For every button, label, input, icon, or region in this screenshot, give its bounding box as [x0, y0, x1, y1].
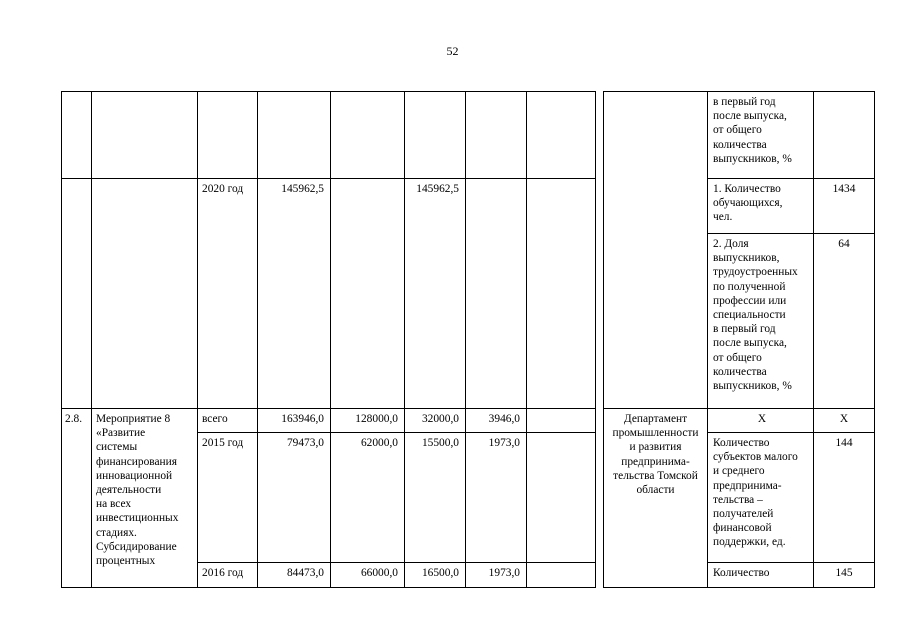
cell-value: 1434	[814, 179, 875, 234]
cell-value: 144	[814, 433, 875, 563]
table-row	[62, 179, 875, 234]
cell-col6: 32000,0	[405, 409, 466, 433]
cell-indicator: 2. Доля выпускников, трудоустроенных по полученной профессии или специальности в первый год после выпуска, от общего количества выпускников, %	[708, 234, 814, 409]
cell-total: 163946,0	[258, 409, 331, 433]
cell-gap	[596, 179, 604, 409]
cell-col8	[527, 433, 596, 563]
cell-col5: 66000,0	[331, 563, 405, 588]
cell-number	[62, 179, 92, 409]
table-row	[62, 92, 875, 179]
cell-col5	[331, 92, 405, 179]
cell-col8	[527, 409, 596, 433]
cell-measure	[92, 92, 198, 179]
cell-indicator: Количество субъектов малого и среднего предпринима- тельства – получателей финансовой поддержки, ед.	[708, 433, 814, 563]
cell-col5	[331, 179, 405, 409]
cell-indicator: 1. Количество обучающихся, чел.	[708, 179, 814, 234]
cell-period: 2020 год	[198, 179, 258, 409]
cell-col5: 62000,0	[331, 433, 405, 563]
cell-col7: 1973,0	[466, 563, 527, 588]
cell-col8	[527, 563, 596, 588]
page-number: 52	[446, 44, 459, 58]
cell-col8	[527, 179, 596, 409]
cell-period: 2016 год	[198, 563, 258, 588]
table-row	[62, 409, 875, 433]
cell-col6: 145962,5	[405, 179, 466, 409]
cell-indicator: в первый год после выпуска, от общего количества выпускников, %	[708, 92, 814, 179]
cell-col7	[466, 92, 527, 179]
cell-value: Х	[814, 409, 875, 433]
cell-executor: Департамент промышленности и развития предпринима- тельства Томской области	[604, 409, 708, 588]
cell-col6: 15500,0	[405, 433, 466, 563]
cell-total: 79473,0	[258, 433, 331, 563]
cell-total	[258, 92, 331, 179]
cell-col8	[527, 92, 596, 179]
cell-col7	[466, 179, 527, 409]
cell-indicator: Количество	[708, 563, 814, 588]
cell-col7: 1973,0	[466, 433, 527, 563]
cell-value: 64	[814, 234, 875, 409]
cell-value: 145	[814, 563, 875, 588]
cell-gap	[596, 92, 604, 179]
cell-number	[62, 92, 92, 179]
cell-col6	[405, 92, 466, 179]
cell-measure: Мероприятие 8 «Развитие системы финансирования инновационной деятельности на всех инвестиционных стадиях. Субсидирование процентных	[92, 409, 198, 588]
cell-col5: 128000,0	[331, 409, 405, 433]
program-table	[61, 91, 875, 588]
cell-total: 145962,5	[258, 179, 331, 409]
cell-executor	[604, 92, 708, 409]
cell-measure	[92, 179, 198, 409]
cell-period: 2015 год	[198, 433, 258, 563]
cell-indicator: Х	[708, 409, 814, 433]
cell-col6: 16500,0	[405, 563, 466, 588]
cell-gap	[596, 409, 604, 588]
cell-period: всего	[198, 409, 258, 433]
cell-number: 2.8.	[62, 409, 92, 588]
cell-col7: 3946,0	[466, 409, 527, 433]
cell-value	[814, 92, 875, 179]
cell-period	[198, 92, 258, 179]
cell-total: 84473,0	[258, 563, 331, 588]
